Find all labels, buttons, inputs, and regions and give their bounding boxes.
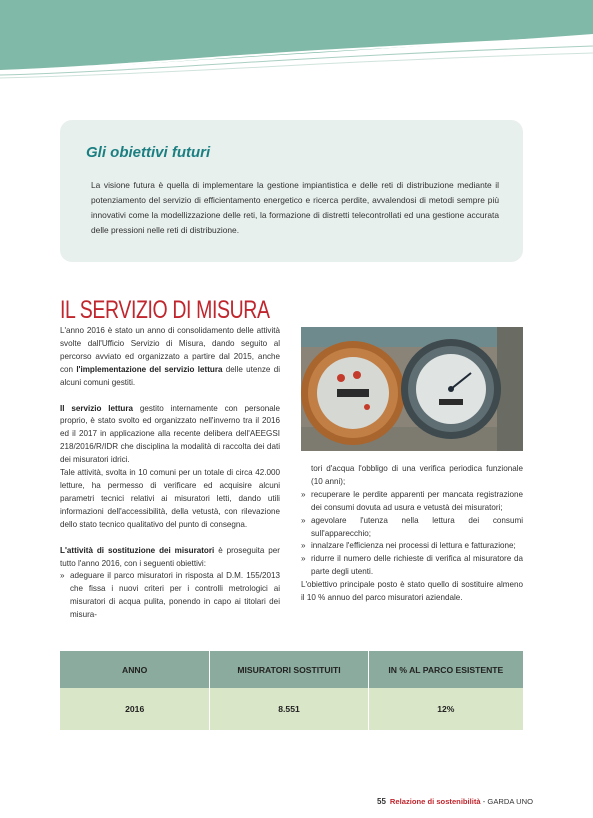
table-header-cell: ANNO xyxy=(60,651,210,688)
intro-paragraph: L'anno 2016 è stato un anno di consolidamento delle attività svolte dall'Ufficio Servizio di Misura, dando seguito al percorso avviato ed organizzato a partire dal 2015, anche con l'implementazione del servizio lettura delle utenze di alcuni comuni gestiti. xyxy=(60,326,280,387)
closing-paragraph: L'obiettivo principale posto è stato quello di sostituire almeno il 10 % annuo del parco misuratori aziendale. xyxy=(301,580,523,603)
table-cell: 12% xyxy=(437,704,455,714)
page-footer xyxy=(377,797,533,806)
organization-name: - GARDA UNO xyxy=(482,797,533,806)
replacement-table xyxy=(60,651,523,730)
table-cell: 8.551 xyxy=(210,688,368,730)
header-wave-band xyxy=(0,0,593,80)
list-item-continuation: tori d'acqua l'obbligo di una verifica periodica funzionale (10 anni); xyxy=(311,464,523,486)
list-item: » agevolare l'utenza nella lettura dei consumi sull'apparecchio; xyxy=(301,515,523,538)
left-column xyxy=(60,325,280,622)
list-item: » recuperare le perdite apparenti per mancata registrazione dei consumi dovuta ad usura e vetustà dei misuratori; xyxy=(301,489,523,512)
reading-activity-paragraph: Tale attività, svolta in 10 comuni per un totale di circa 42.000 letture, ha permesso di verificare ed acquisire alcuni parametri tecnici relativi ai misuratori letti, dando utili informazioni dell'accessibilità, della vetustà, con rilevazione dello stato tecnico qualitativo del punto di consegna. xyxy=(60,468,280,529)
table-row xyxy=(60,688,523,730)
table-cell: 2016 xyxy=(60,688,210,730)
section-title: IL SERVIZIO DI MISURA xyxy=(60,296,270,324)
callout-body: La visione futura è quella di implementare la gestione impiantistica e delle reti di distribuzione mediante il potenziamento del servizio di efficientamento energetico e ricerca perdite, avvalendosi di metodi sempre più innovativi come la modellizzazione delle reti, la formazione di distretti telecontrollati ed una gestione accurata delle pressioni nelle reti di distribuzione. xyxy=(91,180,499,235)
water-meters-photo xyxy=(301,327,523,451)
reading-service-paragraph: Il servizio lettura gestito internamente con personale proprio, è stato svolto ed organizzato nell'inverno tra il 2016 ed il 2017 in applicazione alla recente delibera dell'AEEGSI 218/2016/R/IDR che disciplina la modalità di raccolta dei dati dei misuratori idrici. xyxy=(60,403,281,465)
table-header-row xyxy=(60,651,523,688)
right-column xyxy=(301,463,523,605)
table-header-cell: IN % AL PARCO ESISTENTE xyxy=(388,664,504,675)
list-item: » ridurre il numero delle richieste di verifica al misuratore da parte degli utenti. xyxy=(301,554,523,577)
callout-title: Gli obiettivi futuri xyxy=(86,144,211,161)
report-title: Relazione di sostenibilità xyxy=(389,797,481,806)
future-goals-callout xyxy=(60,120,523,262)
table-header-cell: MISURATORI SOSTITUITI xyxy=(210,651,368,688)
list-item: » innalzare l'efficienza nei processi di lettura e fatturazione; xyxy=(301,541,516,551)
replacement-paragraph: L'attività di sostituzione dei misuratori è proseguita per tutto l'anno 2016, con i seguenti obiettivi: xyxy=(60,545,280,568)
page-number: 55 xyxy=(377,797,386,806)
list-item: » adeguare il parco misuratori in risposta al D.M. 155/2013 che fissa i nuovi criteri per i controlli metrologici ai misuratori di acqua pulita, ponendo in capo ai titolari dei misura- xyxy=(60,571,280,620)
